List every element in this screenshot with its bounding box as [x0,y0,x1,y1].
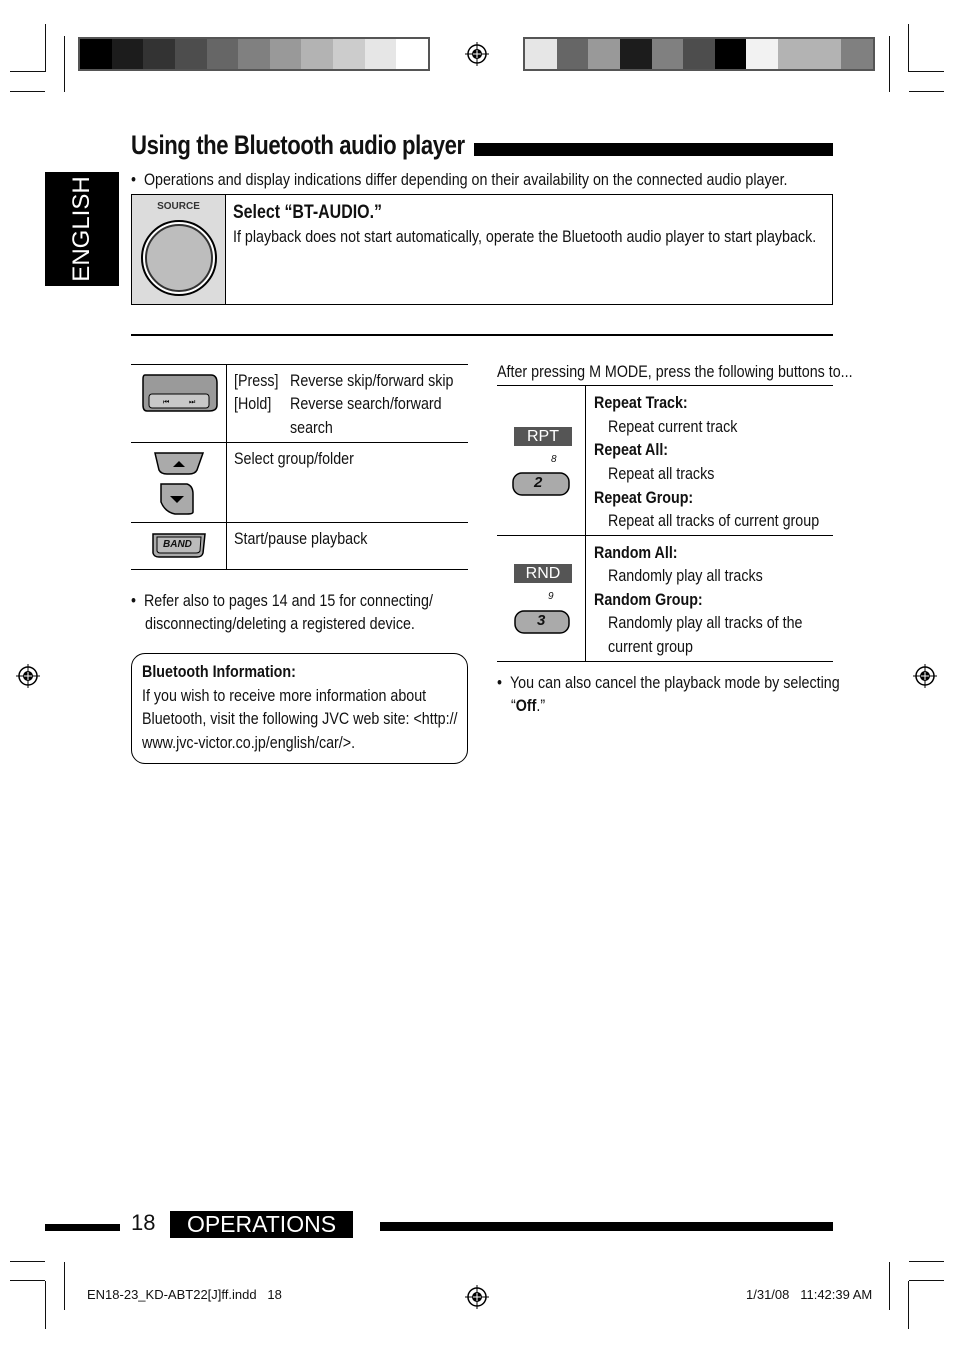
language-tab-label: ENGLISH [68,176,95,282]
key-number: 8 [551,454,557,465]
skip-buttons-icon [141,371,219,415]
table-rule [497,661,833,662]
color-swatch [112,39,144,69]
bluetooth-info-box [131,653,468,764]
language-tab [45,172,119,286]
page-number: 18 [131,1210,156,1235]
crop-mark [909,71,944,72]
table-rule [497,385,833,386]
mode-name: Repeat Group: [594,488,694,507]
control-action: [Hold] [234,394,272,413]
crop-mark [908,1281,909,1329]
crop-mark [64,1262,65,1310]
mode-name: Random All: [594,543,678,562]
svg-text:⏭: ⏭ [189,398,196,406]
intro-bullet-text: Operations and display indications differ depending on their availability on the connected audio player. [143,170,788,189]
source-instruction-box [131,194,833,305]
crop-mark [909,1280,944,1281]
mode-name: Repeat All: [594,440,669,459]
color-swatch [80,39,112,69]
source-text: If playback does not start automatically, operate the Bluetooth audio player to start playback. [233,227,817,246]
mode-name: Repeat Track: [594,393,688,412]
color-swatch [396,39,428,69]
color-swatch [175,39,207,69]
color-swatch [207,39,239,69]
crop-mark [889,36,890,92]
bt-info-line: Bluetooth, visit the following JVC web site: <http:// [142,709,458,728]
color-swatch [270,39,302,69]
color-swatch [746,39,778,69]
color-swatch [715,39,747,69]
crop-mark [64,36,65,92]
color-swatch [683,39,715,69]
table-column-divider [585,385,586,661]
quote-mark: .” [536,696,546,715]
crop-mark [10,1261,45,1262]
crop-mark [10,91,45,92]
cancel-bullet-text: You can also cancel the playback mode by selecting [509,673,840,692]
crop-mark [45,24,46,72]
quote-mark: “ [511,696,516,715]
color-swatch [557,39,589,69]
cancel-bullet-line2 [511,694,545,718]
intro-bullet: • Operations and display indications differ depending on their availability on the connected audio player. [131,170,788,189]
control-desc: Reverse search/forward [290,394,442,413]
crop-mark [889,1262,890,1310]
crop-mark [10,71,45,72]
color-bar-left [78,37,430,71]
title-rule [474,143,833,156]
key-number: 9 [548,591,554,602]
table-rule [131,522,468,523]
rnd-display-label: RND [514,564,572,583]
section-label: OPERATIONS [170,1211,353,1238]
color-swatch [588,39,620,69]
crop-mark [909,1261,944,1262]
footer-rule-left [45,1224,120,1231]
color-swatch [238,39,270,69]
color-bar-right [523,37,875,71]
refer-bullet-line: disconnecting/deleting a registered device. [145,614,415,633]
bt-info-heading: Bluetooth Information: [142,662,296,681]
registration-mark-icon [465,1285,489,1309]
source-button-panel [132,195,226,304]
color-swatch [778,39,810,69]
slug-date: 1/31/08 11:42:39 AM [746,1287,873,1302]
crop-mark [45,1281,46,1329]
refer-bullet: • Refer also to pages 14 and 15 for connecting/ [131,591,433,610]
control-desc: Start/pause playback [234,529,368,548]
table-rule [131,569,468,570]
color-swatch [620,39,652,69]
bt-info-line: www.jvc-victor.co.jp/english/car/>. [142,733,356,752]
mode-desc: current group [608,637,693,656]
registration-mark-icon [465,42,489,66]
number-key-label: 2 [534,474,543,491]
mode-desc: Repeat current track [608,417,738,436]
table-column-divider [226,364,227,569]
color-swatch [652,39,684,69]
color-swatch [143,39,175,69]
crop-mark [909,91,944,92]
crop-mark [10,1280,45,1281]
source-knob-icon [140,219,218,297]
number-key-label: 3 [537,612,546,629]
table-rule [497,535,833,536]
up-button-icon [153,450,205,476]
crop-mark [908,24,909,72]
mode-desc: Randomly play all tracks [608,566,763,585]
mode-name: Random Group: [594,590,703,609]
mode-desc: Repeat all tracks [608,464,715,483]
table-rule [131,442,468,443]
footer-rule-right [380,1222,833,1231]
color-swatch [810,39,842,69]
control-action: [Press] [234,371,279,390]
registration-mark-icon [913,664,937,688]
mode-desc: Repeat all tracks of current group [608,511,820,530]
band-button-label: BAND [163,539,192,550]
control-desc: search [290,418,333,437]
svg-text:⏮: ⏮ [163,398,170,406]
cancel-bullet: • You can also cancel the playback mode by selecting [497,673,840,692]
color-swatch [365,39,397,69]
rpt-display-label: RPT [514,427,572,446]
down-button-icon [157,482,197,516]
page-title: Using the Bluetooth audio player [131,130,465,160]
color-swatch [301,39,333,69]
refer-bullet-line: Refer also to pages 14 and 15 for connecting/ [143,591,433,610]
color-swatch [841,39,873,69]
color-swatch [525,39,557,69]
control-desc: Reverse skip/forward skip [290,371,454,390]
source-button-label: SOURCE [157,201,200,212]
source-heading: Select “BT-AUDIO.” [233,202,382,223]
off-setting: Off [515,696,537,715]
table-rule [131,364,468,365]
color-swatch [333,39,365,69]
section-divider [131,334,833,336]
mode-desc: Randomly play all tracks of the [608,613,803,632]
registration-mark-icon [16,664,40,688]
mode-intro: After pressing M MODE, press the following buttons to... [497,362,853,381]
bt-info-line: If you wish to receive more information about [142,686,427,705]
slug-filename: EN18-23_KD-ABT22[J]ff.indd 18 [87,1287,282,1302]
control-desc: Select group/folder [234,449,354,468]
